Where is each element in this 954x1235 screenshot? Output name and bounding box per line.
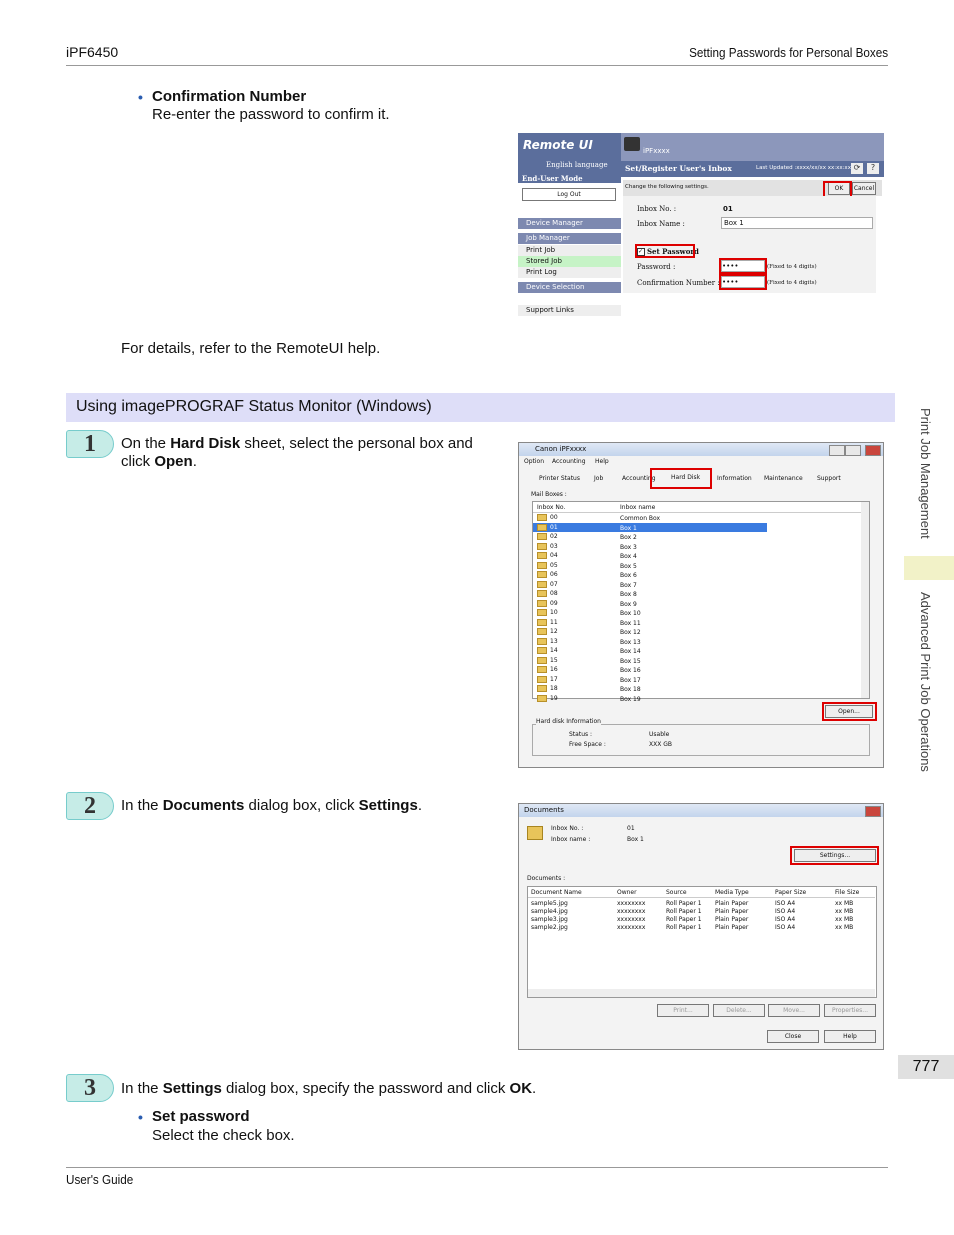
details-text: For details, refer to the RemoteUI help. bbox=[121, 340, 381, 357]
docs-inbox-no-label: Inbox No. : bbox=[551, 825, 584, 832]
mailbox-row-name[interactable]: Box 15 bbox=[620, 657, 641, 665]
ok-button[interactable]: OK bbox=[828, 182, 850, 195]
print-button[interactable]: Print... bbox=[657, 1004, 709, 1017]
mailbox-row-no[interactable] bbox=[537, 685, 558, 692]
mailbox-row-no[interactable] bbox=[537, 590, 558, 597]
docs-cell[interactable]: xxxxxxxx bbox=[617, 900, 646, 907]
maximize-icon[interactable] bbox=[845, 445, 861, 456]
mailbox-number: 03 bbox=[550, 542, 558, 550]
set-password-checkbox[interactable]: ✓ bbox=[638, 248, 644, 255]
nav-device-selection[interactable]: Device Selection bbox=[518, 282, 621, 293]
remote-ui-screenshot bbox=[518, 133, 884, 317]
folder-icon bbox=[537, 666, 547, 673]
bullet-2-text: Select the check box. bbox=[152, 1127, 295, 1144]
mailbox-row-name[interactable]: Box 16 bbox=[620, 667, 641, 674]
mailbox-row-no[interactable] bbox=[537, 619, 558, 626]
mailbox-row-no[interactable] bbox=[537, 571, 558, 578]
mailbox-number: 04 bbox=[550, 552, 558, 559]
folder-icon bbox=[537, 647, 547, 654]
col-inbox-name[interactable]: Inbox name bbox=[620, 504, 656, 511]
mailbox-row-name[interactable]: Common Box bbox=[620, 515, 661, 522]
close-icon[interactable] bbox=[865, 445, 881, 456]
mailbox-row-no[interactable] bbox=[537, 552, 558, 559]
docs-cell[interactable]: sample3.jpg bbox=[531, 916, 568, 923]
user-mode: End-User Mode bbox=[522, 174, 583, 183]
step-2-badge: 2 bbox=[66, 792, 114, 820]
folder-icon bbox=[537, 581, 547, 588]
bullet-text: Re-enter the password to confirm it. bbox=[152, 106, 390, 123]
folder-icon bbox=[537, 543, 547, 550]
step-3-text: In the Settings dialog box, specify the password and click OK. bbox=[121, 1080, 537, 1097]
step-2-text: In the Documents dialog box, click Settings. bbox=[121, 797, 422, 814]
inbox-no-value: 01 bbox=[723, 205, 733, 213]
mailbox-row-no[interactable] bbox=[537, 533, 558, 540]
tab-information[interactable]: Information bbox=[717, 475, 752, 482]
docs-cell[interactable]: Roll Paper 1 bbox=[666, 908, 702, 915]
hd-status-label: Status : bbox=[569, 731, 593, 738]
confirm-input[interactable]: •••• bbox=[721, 276, 765, 288]
language-link[interactable]: English language bbox=[546, 161, 608, 169]
docs-cell[interactable]: sample5.jpg bbox=[531, 900, 568, 907]
printer-icon bbox=[624, 137, 640, 151]
remote-ui-sidebar-header bbox=[518, 133, 621, 183]
docs-inbox-name: Box 1 bbox=[627, 836, 644, 843]
docs-cell[interactable]: Plain Paper bbox=[715, 900, 749, 907]
help-icon[interactable]: ? bbox=[867, 163, 879, 174]
mailbox-row-no[interactable] bbox=[537, 628, 558, 635]
step-1-text: On the Hard Disk sheet, select the personal box and click Open. bbox=[121, 435, 473, 470]
section-title: Using imagePROGRAF Status Monitor (Windows) bbox=[76, 398, 432, 415]
folder-icon bbox=[537, 514, 547, 521]
docs-cell[interactable]: xx MB bbox=[835, 924, 854, 931]
confirm-label: Confirmation Number : bbox=[637, 279, 720, 287]
tab-hard-disk[interactable]: Hard Disk bbox=[671, 474, 701, 481]
instruction-text: Change the following settings. bbox=[625, 184, 709, 190]
documents-dialog-screenshot bbox=[518, 803, 884, 1050]
cancel-button[interactable]: Cancel bbox=[852, 182, 876, 195]
step-3-badge: 3 bbox=[66, 1074, 114, 1102]
open-highlight bbox=[822, 702, 877, 721]
hd-free-label: Free Space : bbox=[569, 741, 606, 748]
set-password-highlight bbox=[635, 244, 695, 258]
docs-cell[interactable]: xxxxxxxx bbox=[617, 916, 646, 923]
mailbox-number: 12 bbox=[550, 628, 558, 635]
mailbox-row-name[interactable]: Box 13 bbox=[620, 638, 641, 646]
page-title: Set/Register User's Inbox bbox=[625, 164, 732, 173]
properties-button[interactable]: Properties... bbox=[824, 1004, 876, 1017]
docs-cell[interactable]: sample2.jpg bbox=[531, 924, 568, 931]
mailbox-row-no[interactable] bbox=[537, 609, 558, 616]
folder-icon bbox=[537, 695, 547, 702]
confirm-hint: (Fixed to 4 digits) bbox=[767, 280, 817, 286]
step-1-badge: 1 bbox=[66, 430, 114, 458]
mailbox-row-no[interactable] bbox=[537, 676, 558, 683]
remote-ui-nav bbox=[518, 183, 621, 317]
side-tab-advanced-operations: Advanced Print Job Operations bbox=[918, 592, 933, 772]
nav-print-job[interactable]: Print Job bbox=[518, 245, 621, 256]
docs-cell[interactable]: xxxxxxxx bbox=[617, 908, 646, 915]
side-tab-print-job-management: Print Job Management bbox=[918, 408, 933, 539]
nav-print-log[interactable]: Print Log bbox=[518, 267, 621, 278]
password-hint: (Fixed to 4 digits) bbox=[767, 264, 817, 270]
selected-row-highlight bbox=[533, 523, 767, 532]
docs-col-header[interactable]: Document Name bbox=[531, 889, 582, 896]
hd-status-value: Usable bbox=[649, 731, 670, 738]
inbox-name-label: Inbox Name : bbox=[637, 220, 685, 228]
mailbox-row-no[interactable] bbox=[537, 543, 558, 550]
mailbox-row-name[interactable]: Box 5 bbox=[620, 562, 637, 570]
col-inbox-no[interactable]: Inbox No. bbox=[537, 504, 566, 511]
docs-cell[interactable]: Plain Paper bbox=[715, 924, 749, 931]
mailbox-row-name[interactable]: Box 2 bbox=[620, 534, 637, 541]
device-name: iPFxxxx bbox=[643, 147, 670, 155]
docs-cell[interactable]: xx MB bbox=[835, 916, 854, 923]
mailbox-row-no[interactable] bbox=[537, 647, 558, 654]
mailbox-row-no[interactable] bbox=[537, 524, 558, 531]
nav-stored-job[interactable]: Stored Job bbox=[518, 256, 621, 267]
docs-col-header[interactable]: Paper Size bbox=[775, 889, 807, 896]
settings-button[interactable]: Settings... bbox=[794, 849, 876, 862]
mailbox-number: 19 bbox=[550, 694, 558, 702]
inbox-lock-icon bbox=[527, 826, 543, 840]
mailbox-number: 18 bbox=[550, 685, 558, 692]
move-button[interactable]: Move... bbox=[768, 1004, 820, 1017]
inbox-no-label: Inbox No. : bbox=[637, 205, 677, 213]
docs-inbox-no: 01 bbox=[627, 825, 635, 832]
refresh-icon[interactable]: ⟳ bbox=[851, 163, 863, 174]
mailbox-number: 09 bbox=[550, 599, 558, 607]
mailbox-row-name[interactable]: Box 4 bbox=[620, 553, 637, 560]
bullet-2-title: Set password bbox=[152, 1108, 250, 1125]
menu-accounting[interactable]: Accounting bbox=[552, 458, 586, 465]
docs-title: Documents bbox=[524, 806, 564, 814]
logout-button[interactable]: Log Out bbox=[522, 188, 616, 201]
bullet-marker: • bbox=[138, 89, 143, 105]
mailbox-number: 05 bbox=[550, 561, 558, 569]
docs-close-icon[interactable] bbox=[865, 806, 881, 817]
side-tab-marker bbox=[904, 556, 954, 580]
mailbox-number: 11 bbox=[550, 618, 558, 626]
list-scrollbar[interactable] bbox=[861, 502, 869, 698]
mailbox-number: 14 bbox=[550, 647, 558, 654]
mailbox-row-name[interactable]: Box 12 bbox=[620, 629, 641, 636]
remote-ui-main bbox=[621, 133, 884, 317]
folder-icon bbox=[537, 533, 547, 540]
remote-ui-logo: Remote UI bbox=[523, 138, 593, 152]
tab-support[interactable]: Support bbox=[817, 475, 841, 482]
hard-disk-highlight bbox=[650, 468, 712, 489]
docs-col-header[interactable]: File Size bbox=[835, 889, 860, 896]
folder-icon bbox=[537, 628, 547, 635]
status-monitor-screenshot bbox=[518, 442, 884, 768]
mailbox-number: 07 bbox=[550, 580, 558, 588]
docs-cell[interactable]: Roll Paper 1 bbox=[666, 900, 702, 907]
folder-icon bbox=[537, 609, 547, 616]
page-number: 777 bbox=[898, 1055, 954, 1079]
docs-cell[interactable]: ISO A4 bbox=[775, 924, 796, 931]
docs-titlebar bbox=[519, 804, 883, 817]
header-chapter: Setting Passwords for Personal Boxes bbox=[689, 45, 888, 60]
device-bar bbox=[621, 133, 884, 161]
menu-help[interactable]: Help bbox=[595, 458, 609, 465]
mailbox-row-name[interactable]: Box 18 bbox=[620, 686, 641, 693]
mailbox-number: 13 bbox=[550, 637, 558, 645]
docs-cell[interactable]: Plain Paper bbox=[715, 908, 749, 915]
password-label: Password : bbox=[637, 263, 676, 271]
mailbox-row-name[interactable]: Box 3 bbox=[620, 543, 637, 551]
docs-cell[interactable]: xxxxxxxx bbox=[617, 924, 646, 931]
mailbox-number: 00 bbox=[550, 514, 558, 521]
bullet-title: Confirmation Number bbox=[152, 88, 307, 105]
help-button[interactable]: Help bbox=[824, 1030, 876, 1043]
docs-cell[interactable]: Roll Paper 1 bbox=[666, 924, 702, 931]
mailbox-row-name[interactable]: Box 8 bbox=[620, 591, 637, 598]
docs-scrollbar[interactable] bbox=[528, 989, 875, 997]
mailbox-list bbox=[532, 501, 870, 703]
mailbox-number: 16 bbox=[550, 666, 558, 673]
nav-device-manager[interactable]: Device Manager bbox=[518, 218, 621, 229]
mailbox-row-no[interactable] bbox=[537, 638, 558, 645]
hd-info-title: Hard disk Information bbox=[536, 718, 601, 725]
header-rule bbox=[66, 65, 888, 66]
docs-cell[interactable]: Plain Paper bbox=[715, 916, 749, 923]
mailbox-row-name[interactable]: Box 9 bbox=[620, 600, 637, 608]
mailbox-number: 08 bbox=[550, 590, 558, 597]
mailbox-row-name[interactable]: Box 1 bbox=[620, 524, 637, 532]
nav-job-manager[interactable]: Job Manager bbox=[518, 233, 621, 244]
open-button[interactable]: Open... bbox=[825, 705, 873, 718]
nav-support-links[interactable]: Support Links bbox=[518, 305, 621, 316]
password-input[interactable]: •••• bbox=[721, 260, 765, 272]
tab-printer-status[interactable]: Printer Status bbox=[539, 475, 580, 482]
tab-job[interactable]: Job bbox=[594, 475, 604, 482]
docs-col-header[interactable]: Source bbox=[666, 889, 687, 896]
mailbox-row-no[interactable] bbox=[537, 514, 558, 521]
docs-cell[interactable]: Roll Paper 1 bbox=[666, 916, 702, 923]
inbox-name-input[interactable]: Box 1 bbox=[721, 217, 873, 229]
tab-accounting[interactable]: Accounting bbox=[622, 475, 656, 482]
close-button[interactable]: Close bbox=[767, 1030, 819, 1043]
footer-rule bbox=[66, 1167, 888, 1168]
mailbox-number: 06 bbox=[550, 571, 558, 578]
folder-icon bbox=[537, 685, 547, 692]
folder-icon bbox=[537, 562, 547, 569]
folder-icon bbox=[537, 571, 547, 578]
mailbox-row-name[interactable]: Box 19 bbox=[620, 695, 641, 703]
page-title-bar bbox=[621, 161, 884, 177]
last-updated: Last Updated :xxxx/xx/xx xx:xx:xx bbox=[756, 165, 851, 171]
password-highlight bbox=[719, 258, 767, 274]
mailbox-row-no[interactable] bbox=[537, 695, 558, 702]
header-model: iPF6450 bbox=[66, 44, 119, 60]
mailbox-number: 15 bbox=[550, 656, 558, 664]
minimize-icon[interactable] bbox=[829, 445, 845, 456]
docs-cell[interactable]: xx MB bbox=[835, 908, 854, 915]
mailboxes-label: Mail Boxes : bbox=[531, 491, 567, 498]
docs-inbox-name-label: Inbox name : bbox=[551, 836, 591, 843]
mailbox-row-name[interactable]: Box 11 bbox=[620, 619, 641, 627]
docs-cell[interactable]: ISO A4 bbox=[775, 900, 796, 907]
mailbox-row-name[interactable]: Box 10 bbox=[620, 610, 641, 617]
mailbox-row-no[interactable] bbox=[537, 581, 558, 588]
folder-icon bbox=[537, 676, 547, 683]
mailbox-row-no[interactable] bbox=[537, 600, 558, 607]
mailbox-row-no[interactable] bbox=[537, 666, 558, 673]
mailbox-row-name[interactable]: Box 7 bbox=[620, 581, 637, 589]
mailbox-row-no[interactable] bbox=[537, 562, 558, 569]
mailbox-number: 10 bbox=[550, 609, 558, 616]
mailbox-number: 01 bbox=[550, 523, 558, 531]
folder-icon bbox=[537, 552, 547, 559]
docs-col-header[interactable]: Owner bbox=[617, 889, 637, 896]
folder-icon bbox=[537, 590, 547, 597]
folder-icon bbox=[537, 600, 547, 607]
bullet-marker-2: • bbox=[138, 1109, 143, 1125]
mailbox-row-name[interactable]: Box 6 bbox=[620, 572, 637, 579]
footer-guide: User's Guide bbox=[66, 1172, 134, 1187]
mailbox-row-no[interactable] bbox=[537, 657, 558, 664]
mailbox-number: 17 bbox=[550, 675, 558, 683]
hard-disk-info-group bbox=[532, 724, 870, 756]
docs-cell[interactable]: ISO A4 bbox=[775, 916, 796, 923]
mailbox-row-name[interactable]: Box 14 bbox=[620, 648, 641, 655]
docs-col-header[interactable]: Media Type bbox=[715, 889, 749, 896]
folder-icon bbox=[537, 619, 547, 626]
set-password-label: Set Password bbox=[647, 247, 699, 256]
docs-cell[interactable]: ISO A4 bbox=[775, 908, 796, 915]
confirm-highlight bbox=[719, 274, 767, 290]
mailbox-number: 02 bbox=[550, 533, 558, 540]
folder-icon bbox=[537, 657, 547, 664]
folder-icon bbox=[537, 638, 547, 645]
delete-button[interactable]: Delete... bbox=[713, 1004, 765, 1017]
menu-option[interactable]: Option bbox=[524, 458, 545, 465]
settings-highlight bbox=[790, 846, 879, 865]
docs-cell[interactable]: xx MB bbox=[835, 900, 854, 907]
settings-panel bbox=[623, 196, 876, 293]
sm-title: Canon iPFxxxx bbox=[535, 445, 587, 453]
docs-cell[interactable]: sample4.jpg bbox=[531, 908, 568, 915]
docs-label: Documents : bbox=[527, 875, 566, 882]
documents-table bbox=[527, 886, 877, 998]
tab-maintenance[interactable]: Maintenance bbox=[764, 475, 803, 482]
hd-free-value: XXX GB bbox=[649, 741, 673, 748]
mailbox-row-name[interactable]: Box 17 bbox=[620, 676, 641, 684]
folder-icon bbox=[537, 524, 547, 531]
